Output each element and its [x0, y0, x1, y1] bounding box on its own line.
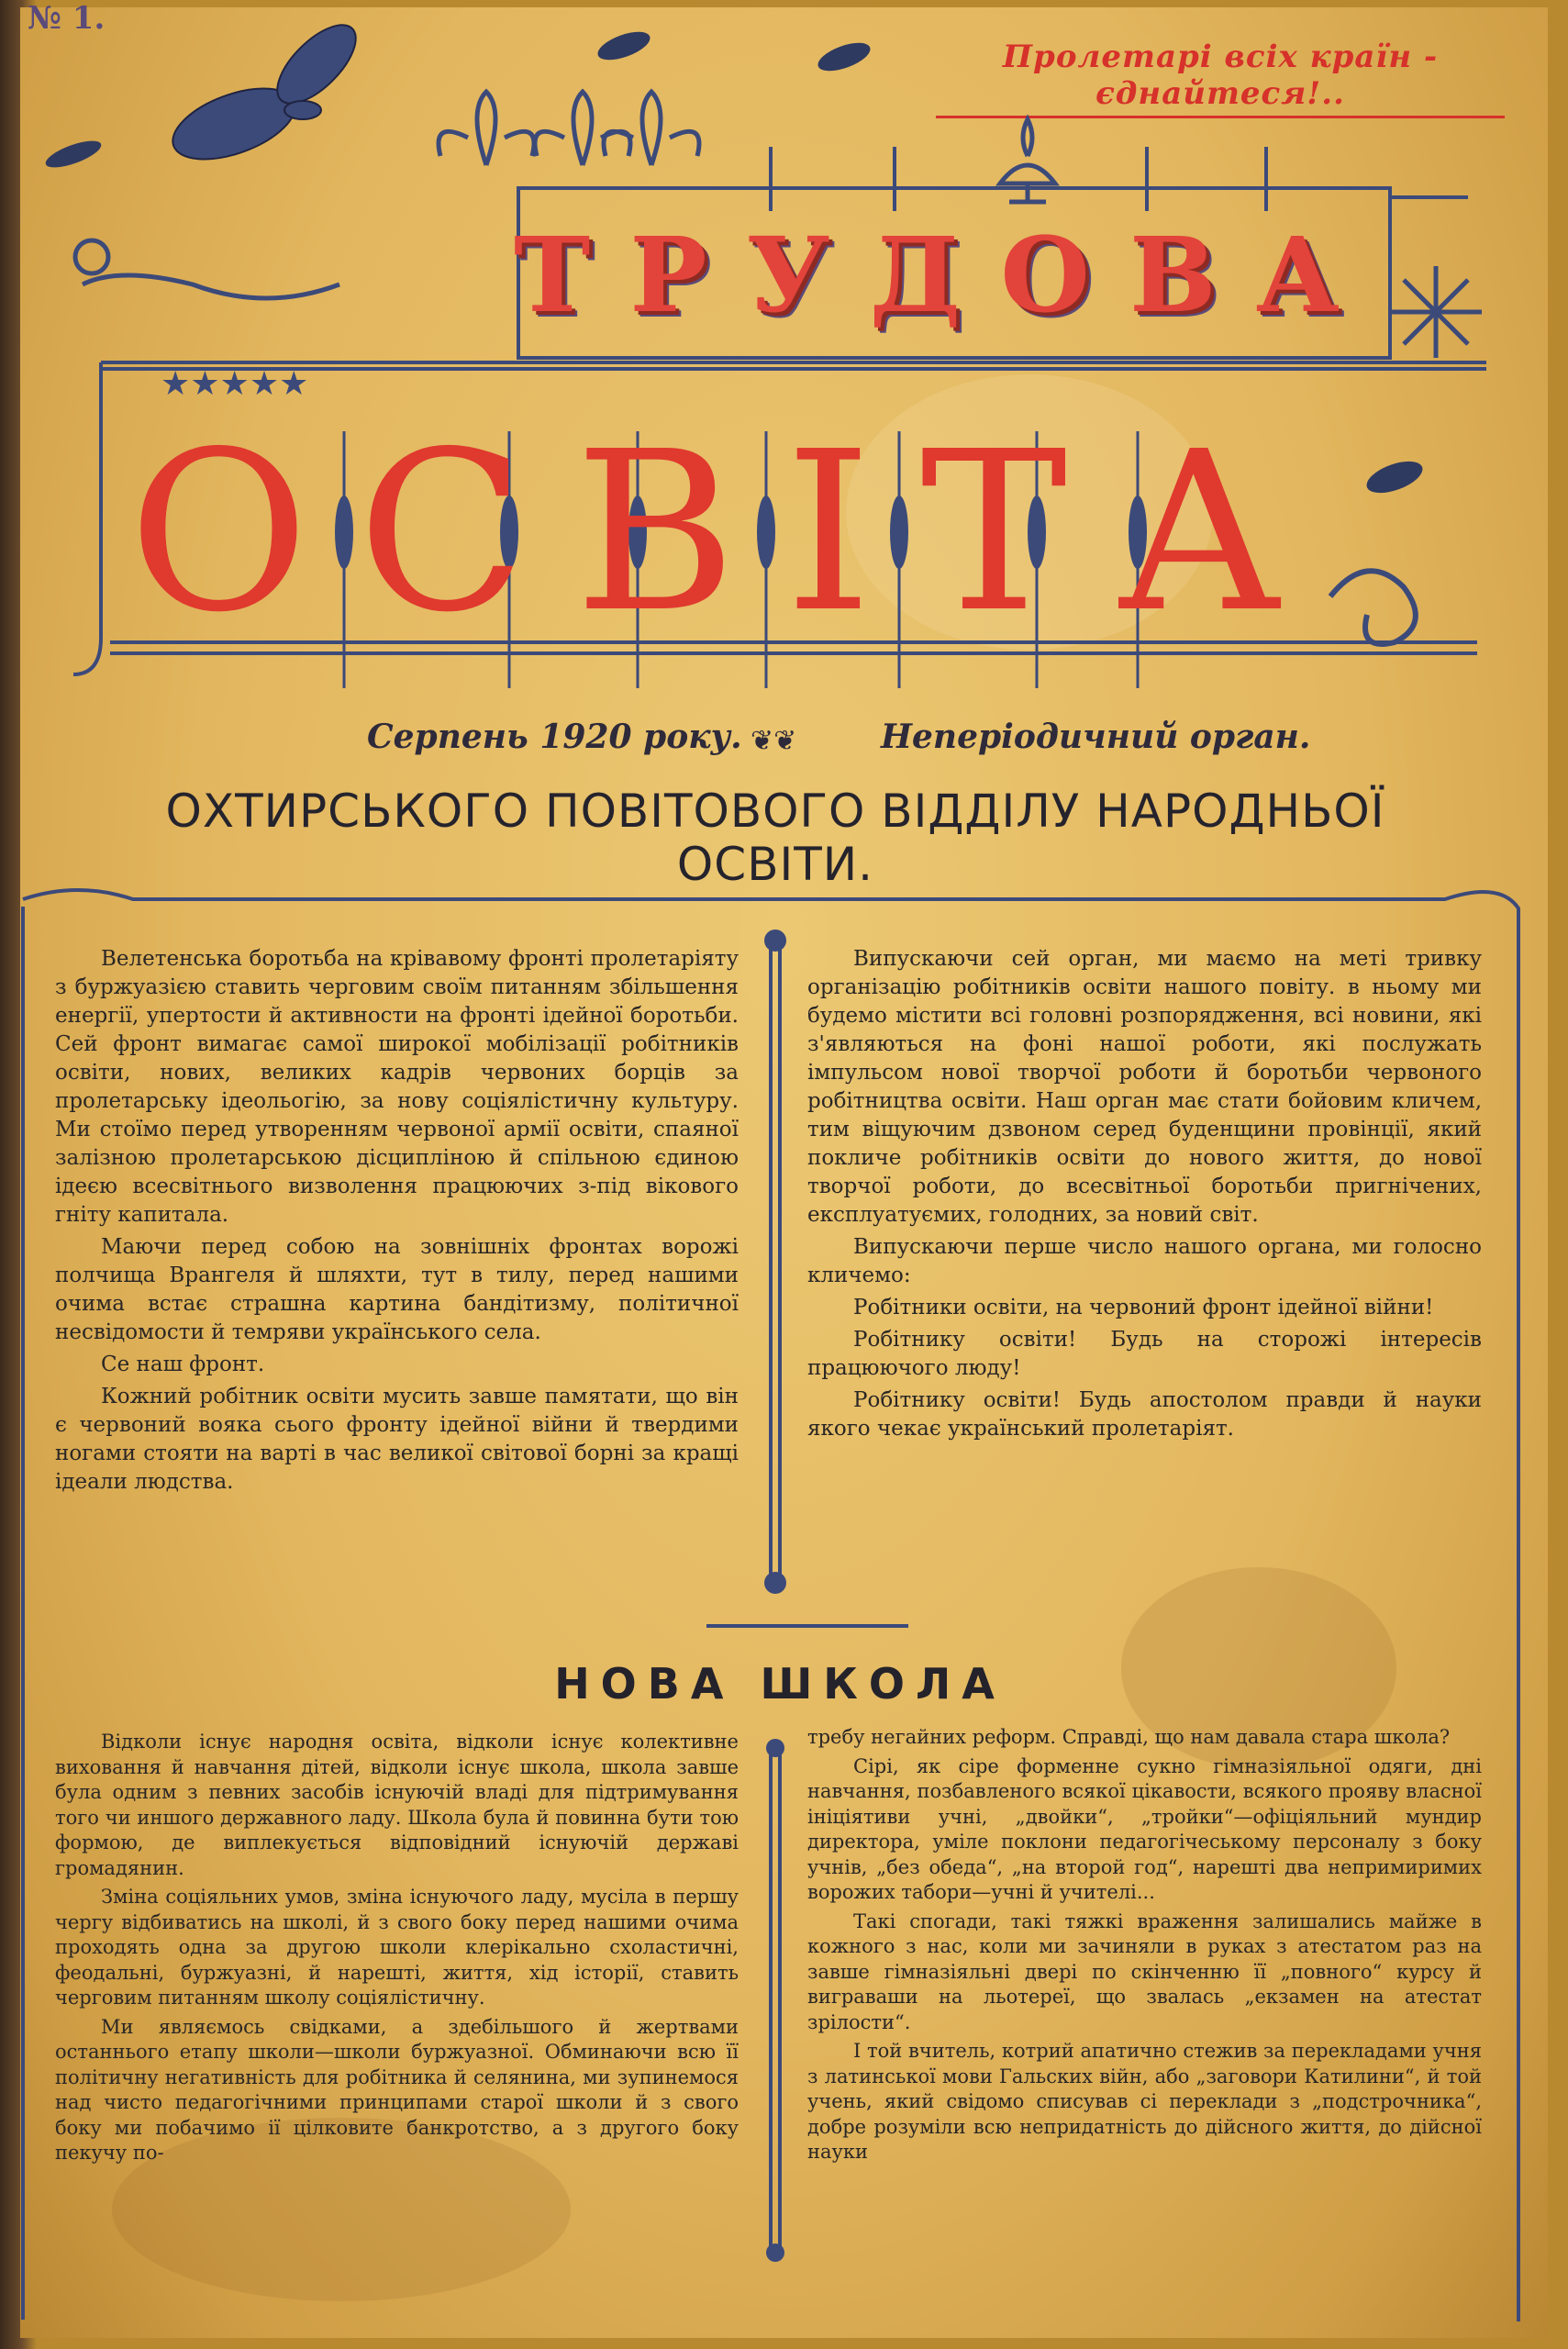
ornament-icon: ❦❦ [751, 725, 797, 757]
article-1-left-column [55, 945, 739, 1500]
masthead-title-osvita [128, 404, 1284, 661]
paragraph: требу негайних реформ. Справді, що нам давала стара школа? [807, 1726, 1451, 1748]
paragraph: Зміна соціяльних умов, зміна існуючого ладу, мусіла в першу чергу відбиватись на школі, й з свого боку перед нашими очима проходять одна за другою школи клерікально схоластичні, феодальні, буржуазні, й нарешті, життя, хід історії, ставить черговим питанням школу соціялістичну. [55, 1886, 739, 2009]
fleur-ornament [439, 92, 699, 165]
paragraph: Робітнику освіти! Будь апостолом правди й науки якого чекає український пролетаріят. [807, 1388, 1482, 1441]
paragraph: Кожний робітник освіти мусить завше памятати, що він є червоний вояка сього фронту ідейної війни й твердими ногами стояти на варті в час великої світової борні за кращі ідеали людства. [55, 1385, 739, 1494]
paragraph: Робітнику освіти! Будь на сторожі інтересів працюючого люду! [807, 1328, 1482, 1380]
title-letter: Д [869, 215, 962, 336]
title-letter: Р [629, 215, 707, 336]
article-2-right-column [807, 1725, 1482, 2169]
title-letter: О [1000, 215, 1090, 336]
paragraph: Ми являємось свідками, а здебільшого й жертвами останнього етапу школи—школи буржуазної. Обминаючи всю її політичну негативність для робітника й селянина, ми зупинемося над чисто педагогічними принципами старої школи й з свого боку ми побачимо ії цілковите банкротство, а з другого боку пекучу по- [55, 2015, 739, 2164]
swirl-ornament [75, 240, 339, 298]
issue-date: Серпень 1920 року. [367, 718, 742, 756]
paragraph: Відколи існує народня освіта, відколи існує колективне виховання й навчання дітей, відколи існує школа, школа завше була одним з певних засобів існуючій владі для підтримування того чи иншого державного ладу. Школа була й повинна бути тою формою, де виплекується відповідний існуючій державі громадянин. [55, 1731, 739, 1879]
title-letter: Т [920, 404, 1070, 661]
title-letter: У [746, 215, 830, 336]
title-letter: А [1116, 404, 1284, 661]
stars-row [161, 365, 308, 403]
title-letter: І [784, 404, 874, 661]
paragraph: Сірі, як сіре форменне сукно гімназіяльної одяги, дні навчання, позбавленого всякої цікавости, всякого прояву власної ініціятиви учні, „двойки“, „тройки“—офіціяльний мундир директора, уміле поклони педагогічеському персоналу з боку учнів, „без обеда“, „на второй год“, нарешті два непримиримих ворожих табори—учні й учителі... [807, 1754, 1482, 1903]
paragraph: Випускаючи перше число нашого органа, ми голосно кличемо: [807, 1235, 1482, 1287]
slogan: Пролетарі всіх країн - єднайтеся!.. [936, 39, 1505, 118]
article-2-left-column [55, 1730, 739, 2170]
paragraph: Велетенська боротьба на крівавому фронті пролетаріяту з буржуазією ставить черговим своїм питанням збільшення енергії, упертости й активности на фронті ідейної боротьби. Сей фронт вимагає самої широкої мобілізації робітників освіти, нових, великих кадрів червоних борців за пролетарську ідеольогію, за нову соціялістичну культуру. Ми стоїмо перед утворенням червоної армії освіти, спаяної залізною пролетарською дісципліною й спільною єдиною ідеєю всесвітнього визволення працюючих з-під вікового гніту капитала. [55, 947, 739, 1227]
title-letter: В [574, 404, 739, 661]
title-letter: С [357, 404, 528, 661]
butterfly-icon [163, 12, 368, 173]
masthead-title-trudova [514, 206, 1340, 344]
title-letter: А [1255, 215, 1340, 336]
paragraph: Такі спогади, такі тяжкі враження залишались майже в кожного з нас, коли ми зачиняли в руках з атестатом раз на завше гімназіяльні двері по скінченню її „повного“ курсу й виграваши на льотереї, що звалась „екзамен на атестат зрілости“. [807, 1909, 1482, 2033]
paragraph: Маючи перед собою на зовнішніх фронтах ворожі полчища Врангеля й шляхти, тут в тилу, перед нашими очима встає страшна картина бандітизму, політичної несвідомости й темряви українського села. [55, 1235, 739, 1344]
issue-number: № 1. [28, 0, 106, 37]
paragraph: Робітники освіти, на червоний фронт ідейної війни! [853, 1296, 1434, 1319]
divider-cap [764, 930, 786, 2262]
article-1-right-column [807, 945, 1482, 1447]
paragraph: І той вчитель, котрий апатично стежив за перекладами учня з латинської мови Гальских війн, або „заговори Катилини“, й той учень, який свідомо списував сі переклади з „подстрочника“, добре розуміли всю непридатність до дійсного життя, до дійсної науки [807, 2040, 1482, 2163]
spiral-ornament [1330, 571, 1416, 644]
snowflake-icon [1390, 266, 1482, 358]
periodicity-note: Неперіодичний орган. [881, 718, 1311, 756]
paragraph: Випускаючи сей орган, ми маємо на меті тривку організацію робітників освіти нашого повіту. в ньому ми будемо містити всі головні розпорядження, всі новини, які з'являються на фоні нашої роботи, які послужать імпульсом нової творчої роботи й боротьби червоного робітництва освіти. Наш орган має стати бойовим кличем, тим віщуючим дзвоном серед буденщини провінції, який покличе робітників освіти до нового життя, до нової творчої роботи, до всесвітньої боротьби пригнічених, експлуатуємих, голодних, за новий світ. [807, 947, 1482, 1227]
title-letter: О [128, 404, 311, 661]
publisher-department: ОХТИРСЬКОГО ПОВІТОВОГО ВІДДІЛУ НАРОДНЬОЇ ОСВІТИ. [165, 785, 1385, 891]
bee-icon [43, 136, 105, 173]
svg-text:★★★★★: ★★★★★ [161, 365, 309, 403]
paragraph: Се наш фронт. [101, 1353, 265, 1376]
section-title: НОВА ШКОЛА [554, 1659, 1006, 1709]
bee-icon [815, 37, 874, 76]
bee-icon [1362, 455, 1427, 499]
title-letter: Т [514, 215, 591, 336]
bee-icon [595, 26, 654, 65]
title-letter: В [1129, 215, 1217, 336]
